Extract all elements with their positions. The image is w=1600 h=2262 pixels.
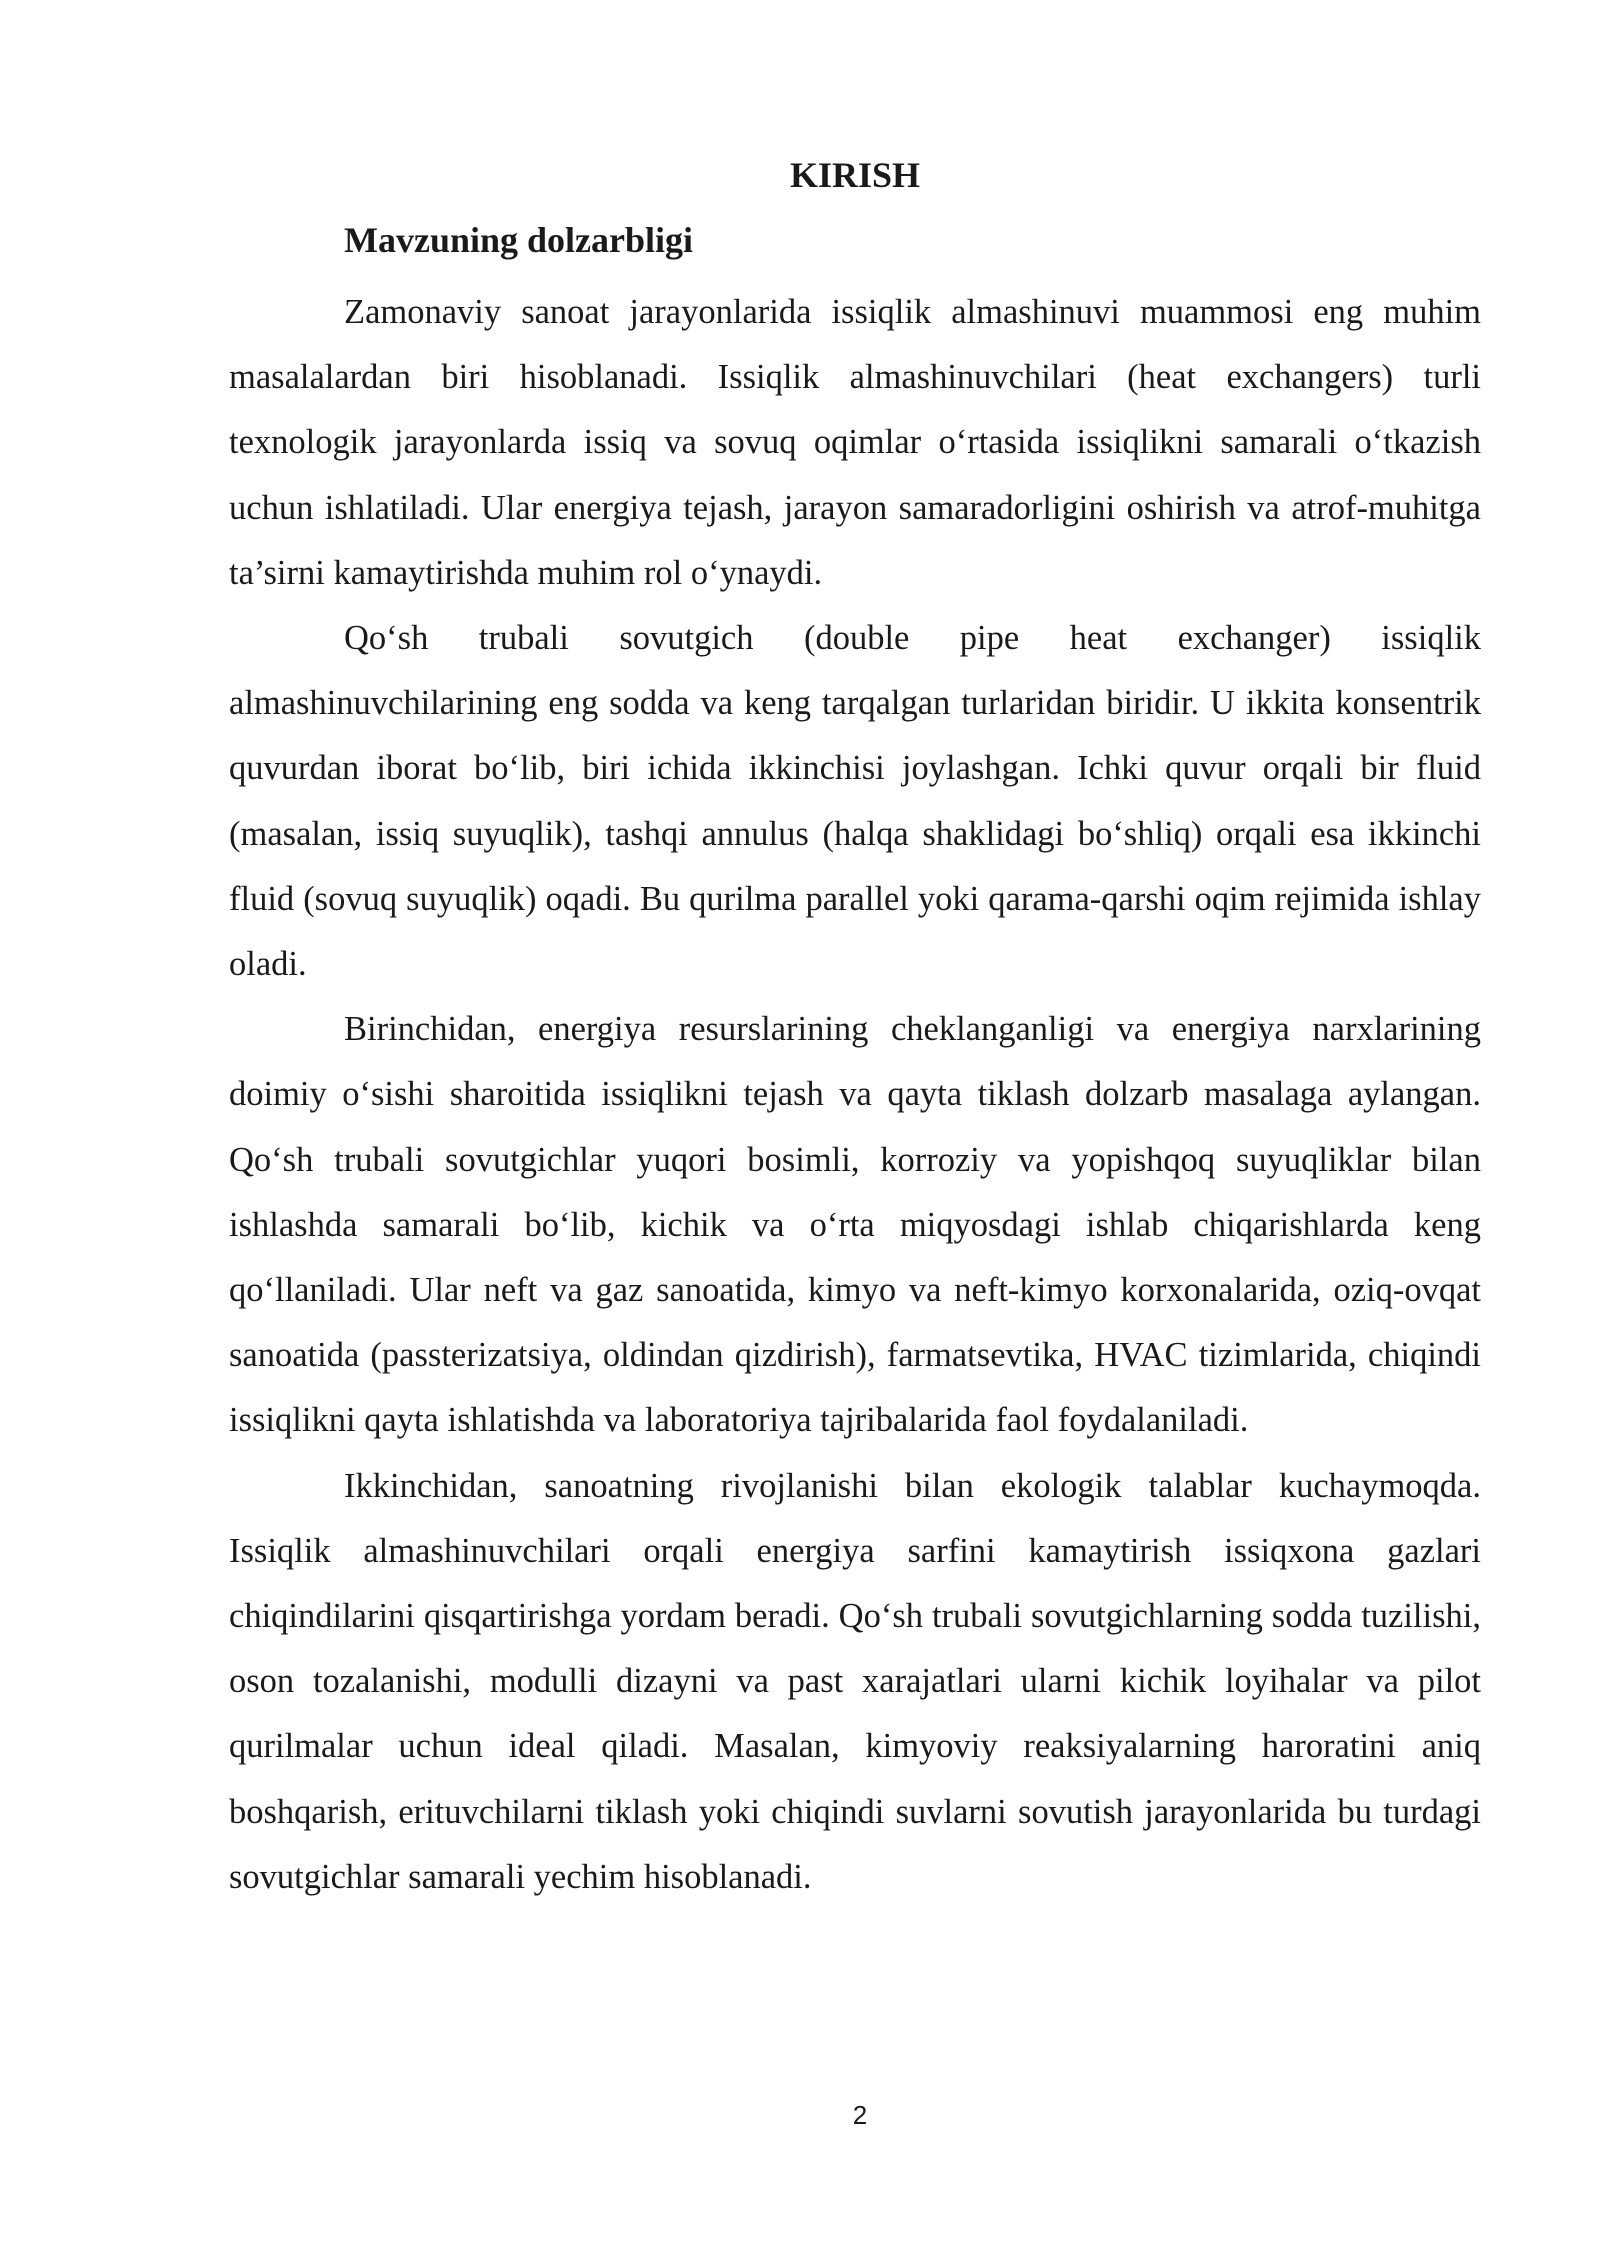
subsection-heading: Mavzuning dolzarbligi: [344, 220, 694, 260]
paragraph: Zamonaviy sanoat jarayonlarida issiqlik almashinuvi muammosi eng muhim masalalardan biri hisoblanadi. Issiqlik almashinuvchilari (heat exchangers) turli texnologik jarayonlarda issiq va sovuq oqimlar o‘rtasida issiqlikni samarali o‘tkazish uchun ishlatiladi. Ular energiya tejash, jarayon samaradorligini oshirish va atrof-muhitga ta’sirni kamaytirishda muhim rol o‘ynaydi.: [229, 293, 1481, 592]
section-heading: KIRISH: [789, 155, 921, 195]
page-number: 2: [852, 2100, 868, 2130]
paragraph: Birinchidan, energiya resurslarining cheklanganligi va energiya narxlarining doimiy o‘sishi sharoitida issiqlikni tejash va qayta tiklash dolzarb masalaga aylangan. Qo‘sh trubali sovutgichlar yuqori bosimli, korroziy va yopishqoq suyuqliklar bilan ishlashda samarali bo‘lib, kichik va o‘rta miqyosdagi ishlab chiqarishlarda keng qo‘llaniladi. Ular neft va gaz sanoatida, kimyo va neft-kimyo korxonalarida, oziq-ovqat sanoatida (passterizatsiya, oldindan qizdirish), farmatsevtika, HVAC tizimlarida, chiqindi issiqlikni qayta ishlatishda va laboratoriya tajribalarida faol foydalaniladi.: [229, 1010, 1481, 1440]
paragraph: Qo‘sh trubali sovutgich (double pipe heat exchanger) issiqlik almashinuvchilarining eng sodda va keng tarqalgan turlaridan biridir. U ikkita konsentrik quvurdan iborat bo‘lib, biri ichida ikkinchisi joylashgan. Ichki quvur orqali bir fluid (masalan, issiq suyuqlik), tashqi annulus (halqa shaklidagi bo‘shliq) orqali esa ikkinchi fluid (sovuq suyuqlik) oqadi. Bu qurilma parallel yoki qarama-qarshi oqim rejimida ishlay oladi.: [229, 619, 1481, 984]
body-text: [229, 280, 1481, 1910]
paragraph: Ikkinchidan, sanoatning rivojlanishi bilan ekologik talablar kuchaymoqda. Issiqlik almashinuvchilari orqali energiya sarfini kamaytirish issiqxona gazlari chiqindilarini qisqartirishga yordam beradi. Qo‘sh trubali sovutgichlarning sodda tuzilishi, oson tozalanishi, modulli dizayni va past xarajatlari ularni kichik loyihalar va pilot qurilmalar uchun ideal qiladi. Masalan, kimyoviy reaksiyalarning haroratini aniq boshqarish, erituvchilarni tiklash yoki chiqindi suvlarni sovutish jarayonlarida bu turdagi sovutgichlar samarali yechim hisoblanadi.: [229, 1466, 1481, 1896]
